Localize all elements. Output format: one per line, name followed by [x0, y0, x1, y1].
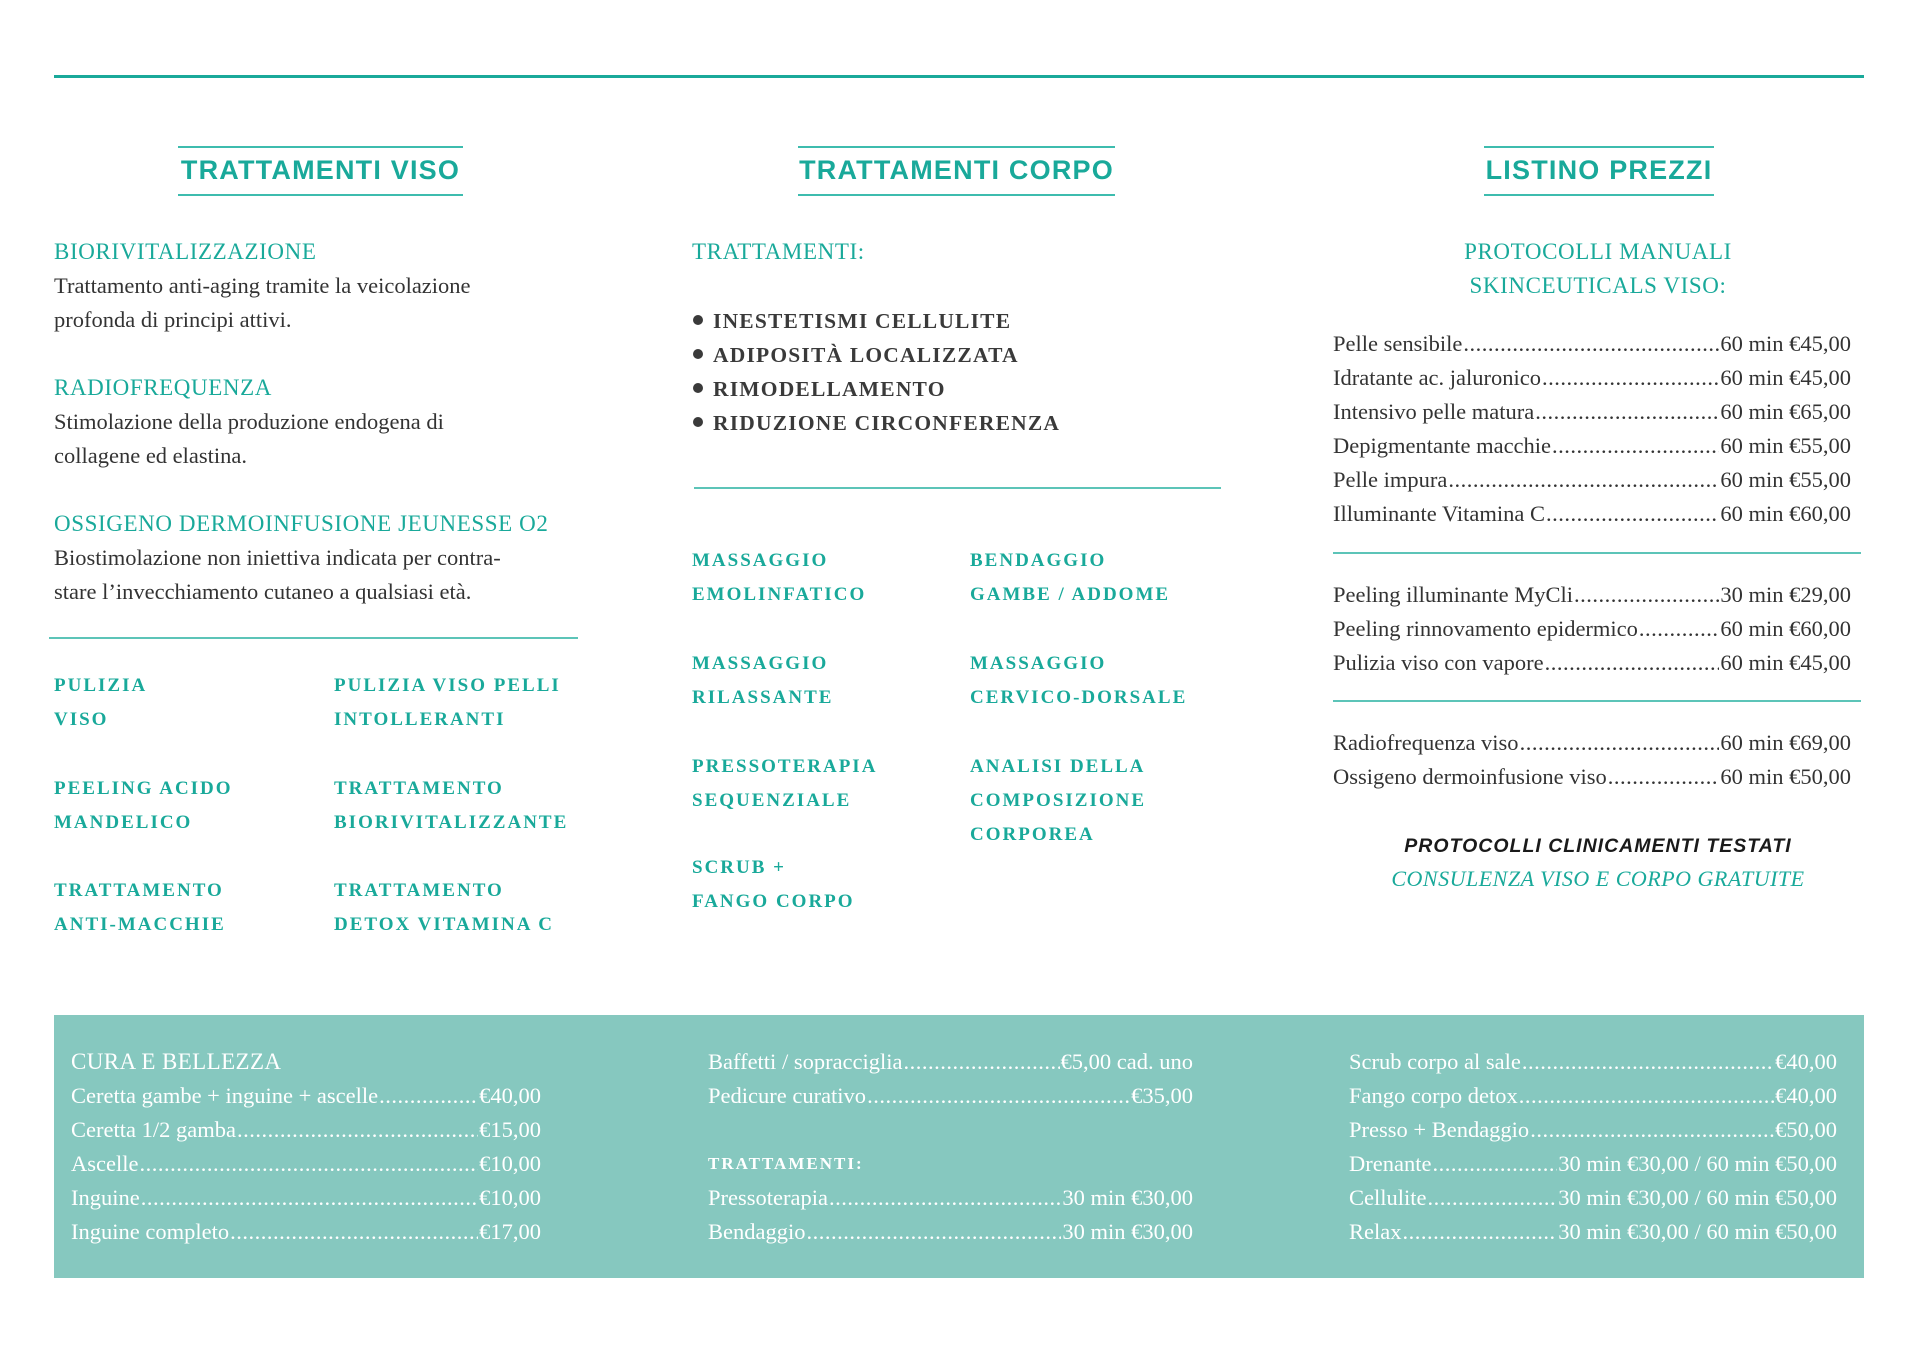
item-line: VISO: [54, 709, 109, 730]
item-line: ANTI-MACCHIE: [54, 914, 226, 935]
subtitle-line: PROTOCOLLI MANUALI: [1464, 239, 1732, 264]
price-name: Scrub corpo al sale: [1349, 1049, 1521, 1074]
price-group-skinceuticals: [1333, 327, 1851, 531]
treatment-desc-line: collagene ed elastina.: [54, 443, 248, 468]
dot-leader: [1574, 578, 1719, 612]
price-name: Cellulite: [1349, 1185, 1427, 1210]
note-clinically-tested: PROTOCOLLI CLINICAMENTI TESTATI: [1404, 835, 1792, 857]
dot-leader: [829, 1181, 1061, 1215]
item-line: SEQUENZIALE: [692, 790, 852, 811]
price-name: Intensivo pelle matura: [1333, 399, 1535, 424]
bullet-item: [693, 406, 1060, 440]
price-name: Peeling illuminante MyCli: [1333, 582, 1573, 607]
item-line: FANGO CORPO: [692, 891, 855, 912]
price-value: 30 min €30,00 / 60 min €50,00: [1558, 1185, 1837, 1210]
band-subtitle: TRATTAMENTI:: [708, 1154, 864, 1173]
bullet-text: ADIPOSITÀ LOCALIZZATA: [713, 343, 1019, 367]
price-value: €10,00: [479, 1151, 541, 1176]
dot-leader: [139, 1147, 478, 1181]
price-name: Fango corpo detox: [1349, 1083, 1518, 1108]
bullet-text: RIDUZIONE CIRCONFERENZA: [713, 411, 1061, 435]
bullet-text: RIMODELLAMENTO: [713, 377, 946, 401]
item-line: GAMBE / ADDOME: [970, 584, 1171, 605]
heading-trattamenti-corpo: TRATTAMENTI CORPO: [798, 146, 1115, 196]
viso-descriptions: [54, 235, 614, 609]
price-value: €35,00: [1131, 1083, 1193, 1108]
price-value: 60 min €69,00: [1720, 730, 1851, 755]
price-name: Pressoterapia: [708, 1185, 828, 1210]
price-row: [1333, 760, 1851, 794]
price-row: [71, 1181, 541, 1215]
price-name: Inguine completo: [71, 1219, 230, 1244]
price-value: 30 min €30,00 / 60 min €50,00: [1558, 1151, 1837, 1176]
price-group-tecnologie: [1333, 726, 1851, 794]
dot-leader: [1428, 1181, 1558, 1215]
price-name: Idratante ac. jaluronico: [1333, 365, 1542, 390]
price-value: 60 min €45,00: [1720, 650, 1851, 675]
price-name: Pedicure curativo: [708, 1083, 867, 1108]
price-value: 30 min €30,00 / 60 min €50,00: [1558, 1219, 1837, 1244]
price-value: 60 min €60,00: [1720, 501, 1851, 526]
price-row: [1349, 1147, 1837, 1181]
dot-leader: [1522, 1045, 1774, 1079]
price-name: Pelle impura: [1333, 467, 1448, 492]
treatment-desc-line: Biostimolazione non iniettiva indicata per contra-: [54, 545, 501, 570]
price-row: [708, 1181, 1193, 1215]
price-row: [1333, 726, 1851, 760]
treatment-radiofrequenza: [54, 371, 614, 473]
price-row: [71, 1079, 541, 1113]
dot-leader: [141, 1181, 478, 1215]
dot-leader: [904, 1045, 1060, 1079]
item-line: SCRUB +: [692, 857, 786, 878]
price-value: €10,00: [479, 1185, 541, 1210]
item-line: PEELING ACIDO: [54, 778, 233, 799]
dot-leader: [1530, 1113, 1774, 1147]
heading-trattamenti-viso: TRATTAMENTI VISO: [178, 146, 463, 196]
price-row: [71, 1215, 541, 1249]
listino-divider-1: [1333, 552, 1861, 554]
viso-item: [54, 669, 147, 737]
dot-leader: [237, 1113, 478, 1147]
item-line: DETOX VITAMINA C: [334, 914, 554, 935]
corpo-item: [970, 647, 1187, 715]
corpo-item: [970, 544, 1170, 612]
bullet-icon: [693, 417, 703, 427]
dot-leader: [867, 1079, 1130, 1113]
viso-item: [334, 669, 561, 737]
price-row: [1333, 361, 1851, 395]
price-row: [71, 1147, 541, 1181]
treatment-title: OSSIGENO DERMOINFUSIONE JEUNESSE O2: [54, 511, 549, 536]
band-col-1: [71, 1045, 541, 1249]
listino-divider-2: [1333, 700, 1861, 702]
treatment-desc-line: stare l’invecchiamento cutaneo a qualsiasi età.: [54, 579, 472, 604]
price-value: 60 min €45,00: [1720, 331, 1851, 356]
price-row: [1349, 1079, 1837, 1113]
price-value: €40,00: [1775, 1049, 1837, 1074]
price-row: [1333, 429, 1851, 463]
viso-item: [54, 772, 233, 840]
bullet-text: INESTETISMI CELLULITE: [713, 309, 1012, 333]
subtitle-line: SKINCEUTICALS VISO:: [1469, 273, 1727, 298]
price-name: Drenante: [1349, 1151, 1432, 1176]
price-row: [1333, 463, 1851, 497]
top-divider: [54, 75, 1864, 78]
viso-divider: [49, 637, 578, 639]
dot-leader: [806, 1215, 1061, 1249]
price-value: 60 min €50,00: [1720, 764, 1851, 789]
item-line: CORPOREA: [970, 824, 1095, 845]
price-name: Relax: [1349, 1219, 1402, 1244]
price-value: 60 min €65,00: [1720, 399, 1851, 424]
treatment-ossigeno: [54, 507, 614, 609]
dot-leader: [1545, 646, 1720, 680]
price-row: [1333, 612, 1851, 646]
price-name: Radiofrequenza viso: [1333, 730, 1519, 755]
price-row: [708, 1079, 1193, 1113]
item-line: RILASSANTE: [692, 687, 834, 708]
corpo-item: [692, 750, 877, 818]
item-line: CERVICO-DORSALE: [970, 687, 1188, 708]
price-name: Illuminante Vitamina C: [1333, 501, 1545, 526]
price-name: Pulizia viso con vapore: [1333, 650, 1544, 675]
viso-item: [334, 772, 568, 840]
item-line: PULIZIA: [54, 675, 148, 696]
dot-leader: [1520, 726, 1720, 760]
viso-item: [54, 874, 226, 942]
bullet-item: [693, 304, 1060, 338]
price-row: [708, 1215, 1193, 1249]
price-name: Inguine: [71, 1185, 140, 1210]
price-row: [1349, 1181, 1837, 1215]
price-row: [708, 1045, 1193, 1079]
item-line: COMPOSIZIONE: [970, 790, 1147, 811]
treatment-desc-line: Stimolazione della produzione endogena di: [54, 409, 444, 434]
price-value: 60 min €55,00: [1720, 467, 1851, 492]
dot-leader: [1432, 1147, 1557, 1181]
price-row: [71, 1113, 541, 1147]
price-value: 30 min €29,00: [1720, 582, 1851, 607]
price-name: Ceretta gambe + inguine + ascelle: [71, 1083, 379, 1108]
dot-leader: [1448, 463, 1719, 497]
item-line: EMOLINFATICO: [692, 584, 867, 605]
corpo-divider: [694, 487, 1221, 489]
price-row: [1333, 497, 1851, 531]
dot-leader: [1519, 1079, 1774, 1113]
band-col-3: [1349, 1045, 1837, 1249]
price-name: Ascelle: [71, 1151, 139, 1176]
price-name: Peeling rinnovamento epidermico: [1333, 616, 1638, 641]
price-value: 60 min €60,00: [1720, 616, 1851, 641]
corpo-item: [692, 851, 855, 919]
item-line: MASSAGGIO: [692, 653, 829, 674]
listino-subtitle: [1333, 235, 1863, 303]
price-value: 60 min €45,00: [1720, 365, 1851, 390]
dot-leader: [230, 1215, 478, 1249]
price-row: [1349, 1113, 1837, 1147]
item-line: PRESSOTERAPIA: [692, 756, 878, 777]
item-line: PULIZIA VISO PELLI: [334, 675, 561, 696]
treatment-desc-line: Trattamento anti-aging tramite la veicolazione: [54, 273, 471, 298]
item-line: TRATTAMENTO: [54, 880, 224, 901]
price-value: €50,00: [1775, 1117, 1837, 1142]
item-line: TRATTAMENTO: [334, 778, 504, 799]
cura-bellezza-band: [54, 1015, 1864, 1278]
bullet-icon: [693, 383, 703, 393]
price-value: €15,00: [479, 1117, 541, 1142]
price-name: Bendaggio: [708, 1219, 806, 1244]
dot-leader: [1552, 429, 1719, 463]
bullet-icon: [693, 349, 703, 359]
price-name: Pelle sensibile: [1333, 331, 1463, 356]
item-line: MASSAGGIO: [970, 653, 1107, 674]
corpo-item: [692, 544, 866, 612]
price-row: [1349, 1215, 1837, 1249]
price-value: 30 min €30,00: [1062, 1185, 1193, 1210]
bullet-item: [693, 372, 1060, 406]
listino-notes: [1333, 830, 1863, 896]
corpo-subtitle: TRATTAMENTI:: [692, 239, 865, 264]
bullet-icon: [693, 315, 703, 325]
dot-leader: [379, 1079, 478, 1113]
price-name: Presso + Bendaggio: [1349, 1117, 1530, 1142]
dot-leader: [1546, 497, 1719, 531]
treatment-biorivitalizzazione: [54, 235, 614, 337]
corpo-item: [970, 750, 1146, 852]
dot-leader: [1402, 1215, 1557, 1249]
viso-item: [334, 874, 554, 942]
item-line: MASSAGGIO: [692, 550, 829, 571]
item-line: BIORIVITALIZZANTE: [334, 812, 569, 833]
price-name: Depigmentante macchie: [1333, 433, 1552, 458]
price-value: €40,00: [479, 1083, 541, 1108]
price-name: Ossigeno dermoinfusione viso: [1333, 764, 1607, 789]
treatment-title: BIORIVITALIZZAZIONE: [54, 239, 317, 264]
price-row: [1333, 646, 1851, 680]
price-value: €40,00: [1775, 1083, 1837, 1108]
price-value: €5,00 cad. uno: [1060, 1049, 1193, 1074]
bullet-item: [693, 338, 1060, 372]
note-free-consultation: CONSULENZA VISO E CORPO GRATUITE: [1391, 866, 1805, 891]
price-row: [1333, 395, 1851, 429]
price-name: Ceretta 1/2 gamba: [71, 1117, 236, 1142]
price-value: €17,00: [479, 1219, 541, 1244]
price-row: [1333, 578, 1851, 612]
band-col-2: [708, 1045, 1193, 1249]
dot-leader: [1639, 612, 1719, 646]
price-row: [1349, 1045, 1837, 1079]
item-line: ANALISI DELLA: [970, 756, 1146, 777]
price-group-peeling: [1333, 578, 1851, 680]
treatment-title: RADIOFREQUENZA: [54, 375, 272, 400]
price-value: 60 min €55,00: [1720, 433, 1851, 458]
price-row: [1333, 327, 1851, 361]
corpo-bullet-list: [693, 304, 1060, 440]
treatment-desc-line: profonda di principi attivi.: [54, 307, 292, 332]
item-line: INTOLLERANTI: [334, 709, 506, 730]
heading-listino-prezzi: LISTINO PREZZI: [1484, 146, 1714, 196]
item-line: MANDELICO: [54, 812, 193, 833]
item-line: TRATTAMENTO: [334, 880, 504, 901]
band-title: CURA E BELLEZZA: [71, 1049, 282, 1074]
dot-leader: [1542, 361, 1719, 395]
price-value: 30 min €30,00: [1062, 1219, 1193, 1244]
corpo-item: [692, 647, 833, 715]
price-name: Baffetti / sopracciglia: [708, 1049, 903, 1074]
dot-leader: [1535, 395, 1719, 429]
item-line: BENDAGGIO: [970, 550, 1107, 571]
dot-leader: [1463, 327, 1719, 361]
dot-leader: [1608, 760, 1720, 794]
